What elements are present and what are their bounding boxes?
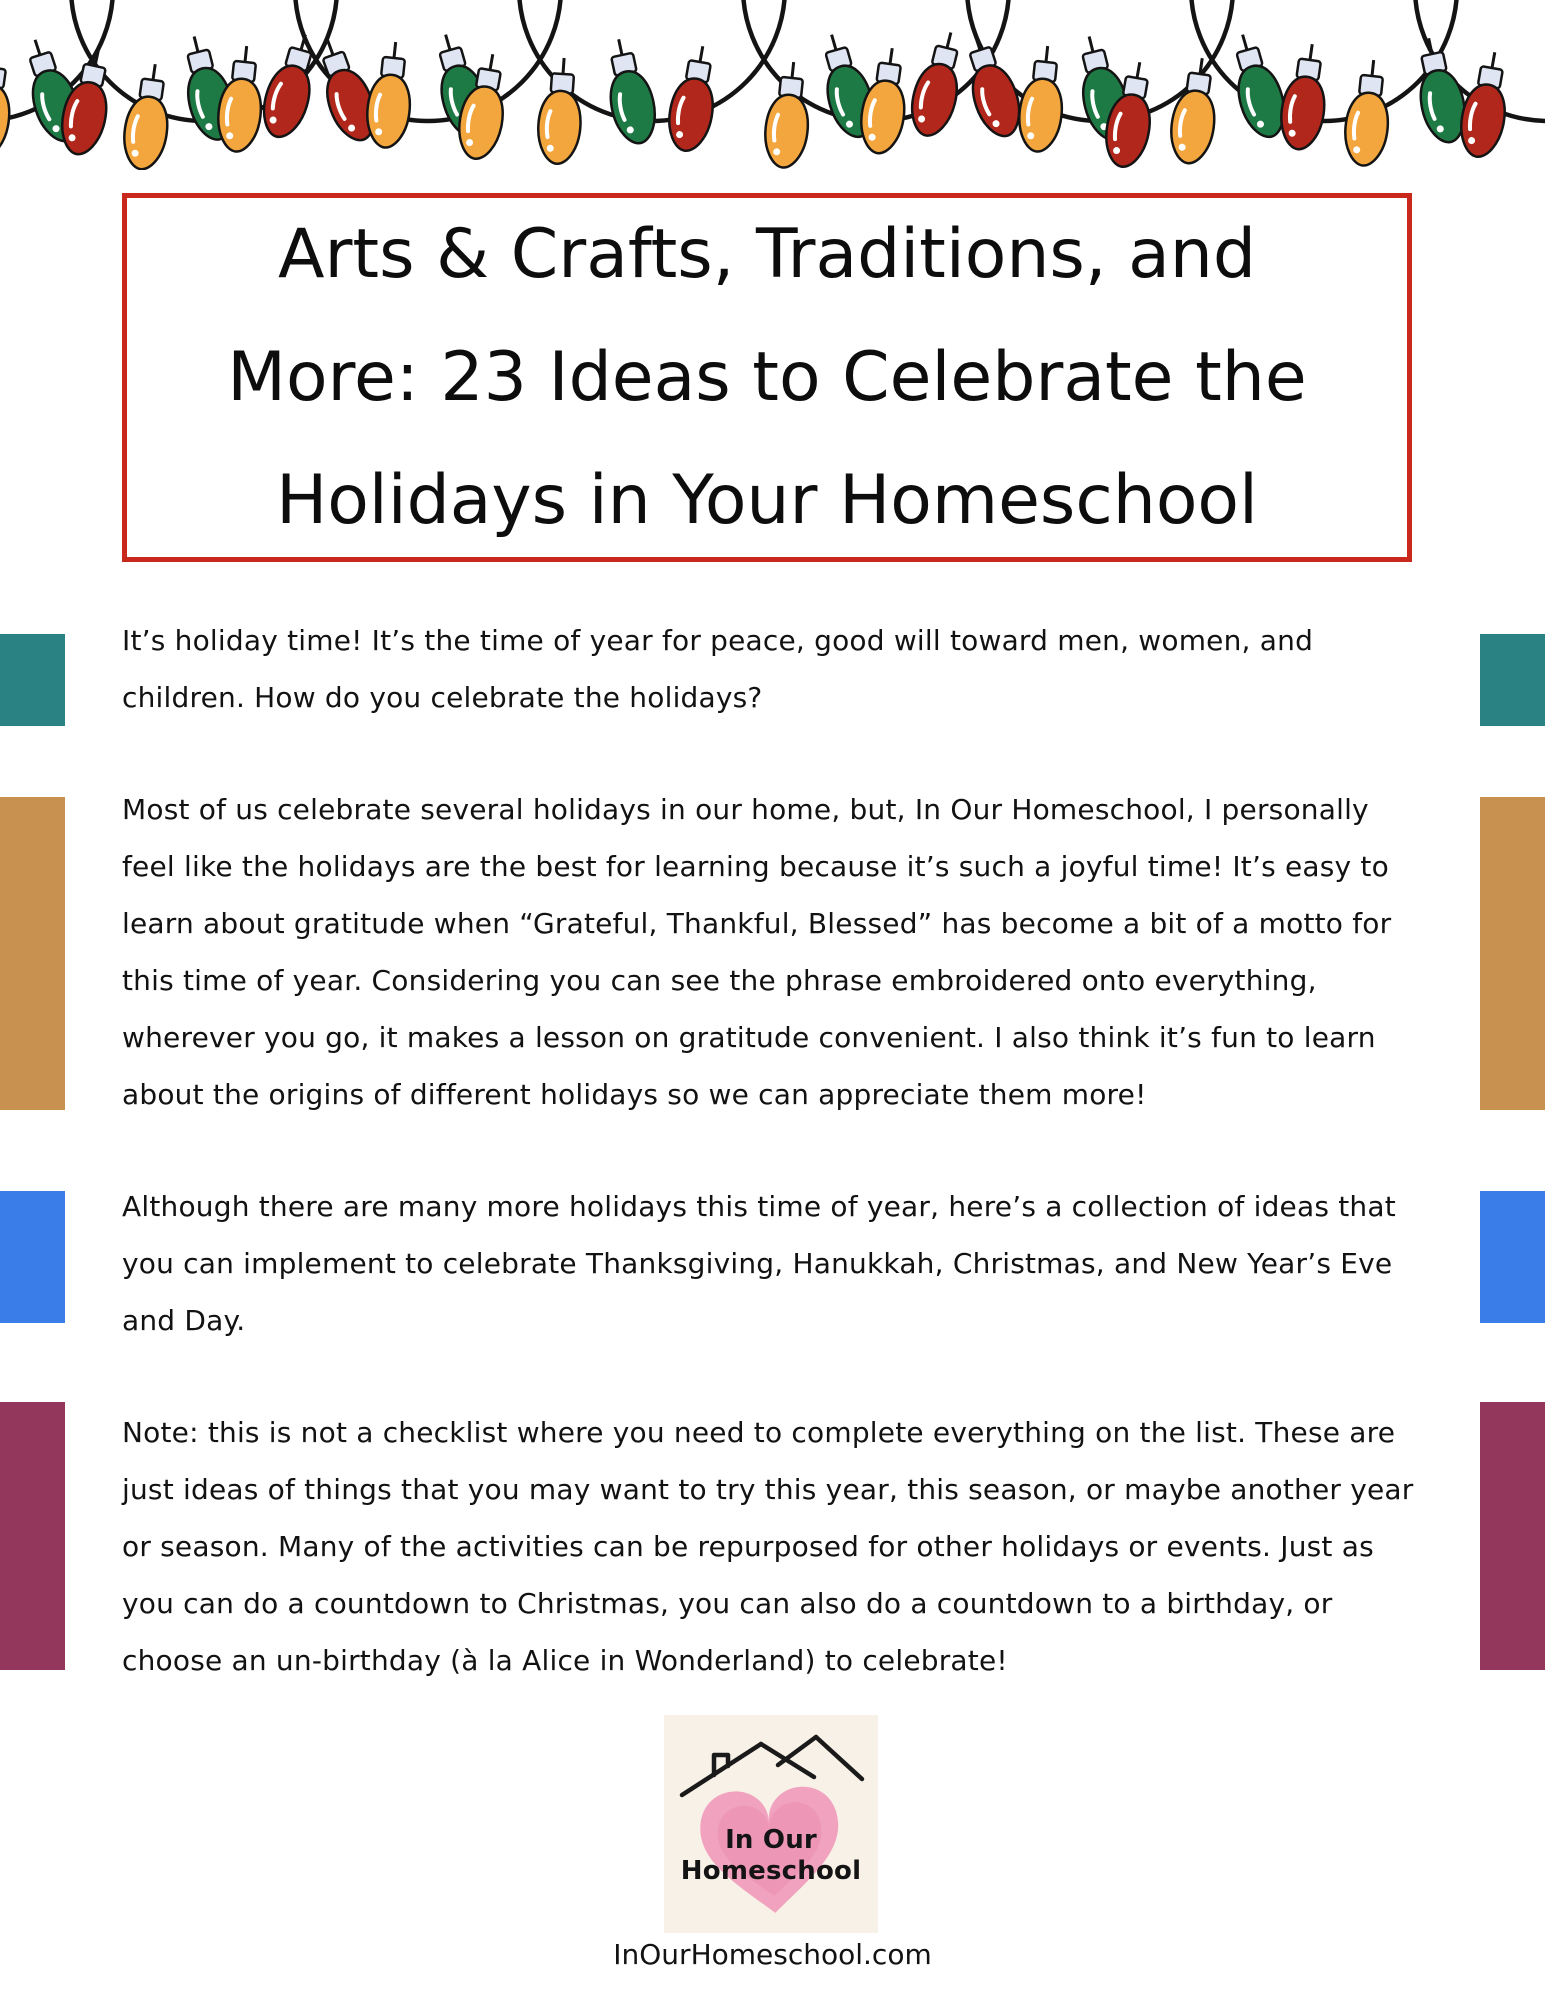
accent-block-left-blue	[0, 1191, 65, 1323]
title-line-1: Arts & Crafts, Traditions, and	[277, 215, 1257, 294]
accent-block-left-teal	[0, 634, 65, 726]
logo-line-1: In Our	[725, 1825, 817, 1855]
accent-block-right-maroon	[1480, 1402, 1545, 1670]
title-box	[122, 193, 1412, 562]
paragraph-gratitude: Most of us celebrate several holidays in our home, but, In Our Homeschool, I personally feel like the holidays are the best for learning because it’s such a joyful time! It’s easy to learn about gratitude when “Grateful, Thankful, Blessed” has become a bit of a motto for this time of year. Considering you can see the phrase embroidered onto everything, wherever you go, it makes a lesson on gratitude convenient. I also think it’s fun to learn about the origins of different holidays so we can appreciate them more!	[122, 793, 1392, 1111]
accent-block-left-maroon	[0, 1402, 65, 1670]
accent-block-right-tan	[1480, 797, 1545, 1110]
title-line-2: More: 23 Ideas to Celebrate the	[227, 338, 1307, 417]
logo	[664, 1715, 878, 1933]
paragraph-note: Note: this is not a checklist where you need to complete everything on the list. These are just ideas of things that you may want to try this year, this season, or maybe another year or season. Many of the activities can be repurposed for other holidays or events. Just as you can do a countdown to Christmas, you can also do a countdown to a birthday, or choose an un-birthday (à la Alice in Wonderland) to celebrate!	[122, 1416, 1414, 1677]
accent-block-right-teal	[1480, 634, 1545, 726]
logo-line-2: Homeschool	[680, 1856, 862, 1886]
christmas-lights-garland	[0, 0, 1545, 170]
website-url: InOurHomeschool.com	[613, 1938, 932, 1971]
logo-wordmark	[664, 1825, 878, 1887]
article-body	[122, 612, 1425, 1744]
accent-block-right-blue	[1480, 1191, 1545, 1323]
accent-block-left-tan	[0, 797, 65, 1110]
title-line-3: Holidays in Your Homeschool	[276, 461, 1258, 540]
paragraph-holidays: Although there are many more holidays this time of year, here’s a collection of ideas that you can implement to celebrate Thanksgiving, Hanukkah, Christmas, and New Year’s Eve and Day.	[122, 1190, 1396, 1337]
paragraph-intro: It’s holiday time! It’s the time of year for peace, good will toward men, women, and children. How do you celebrate the holidays?	[122, 624, 1314, 714]
